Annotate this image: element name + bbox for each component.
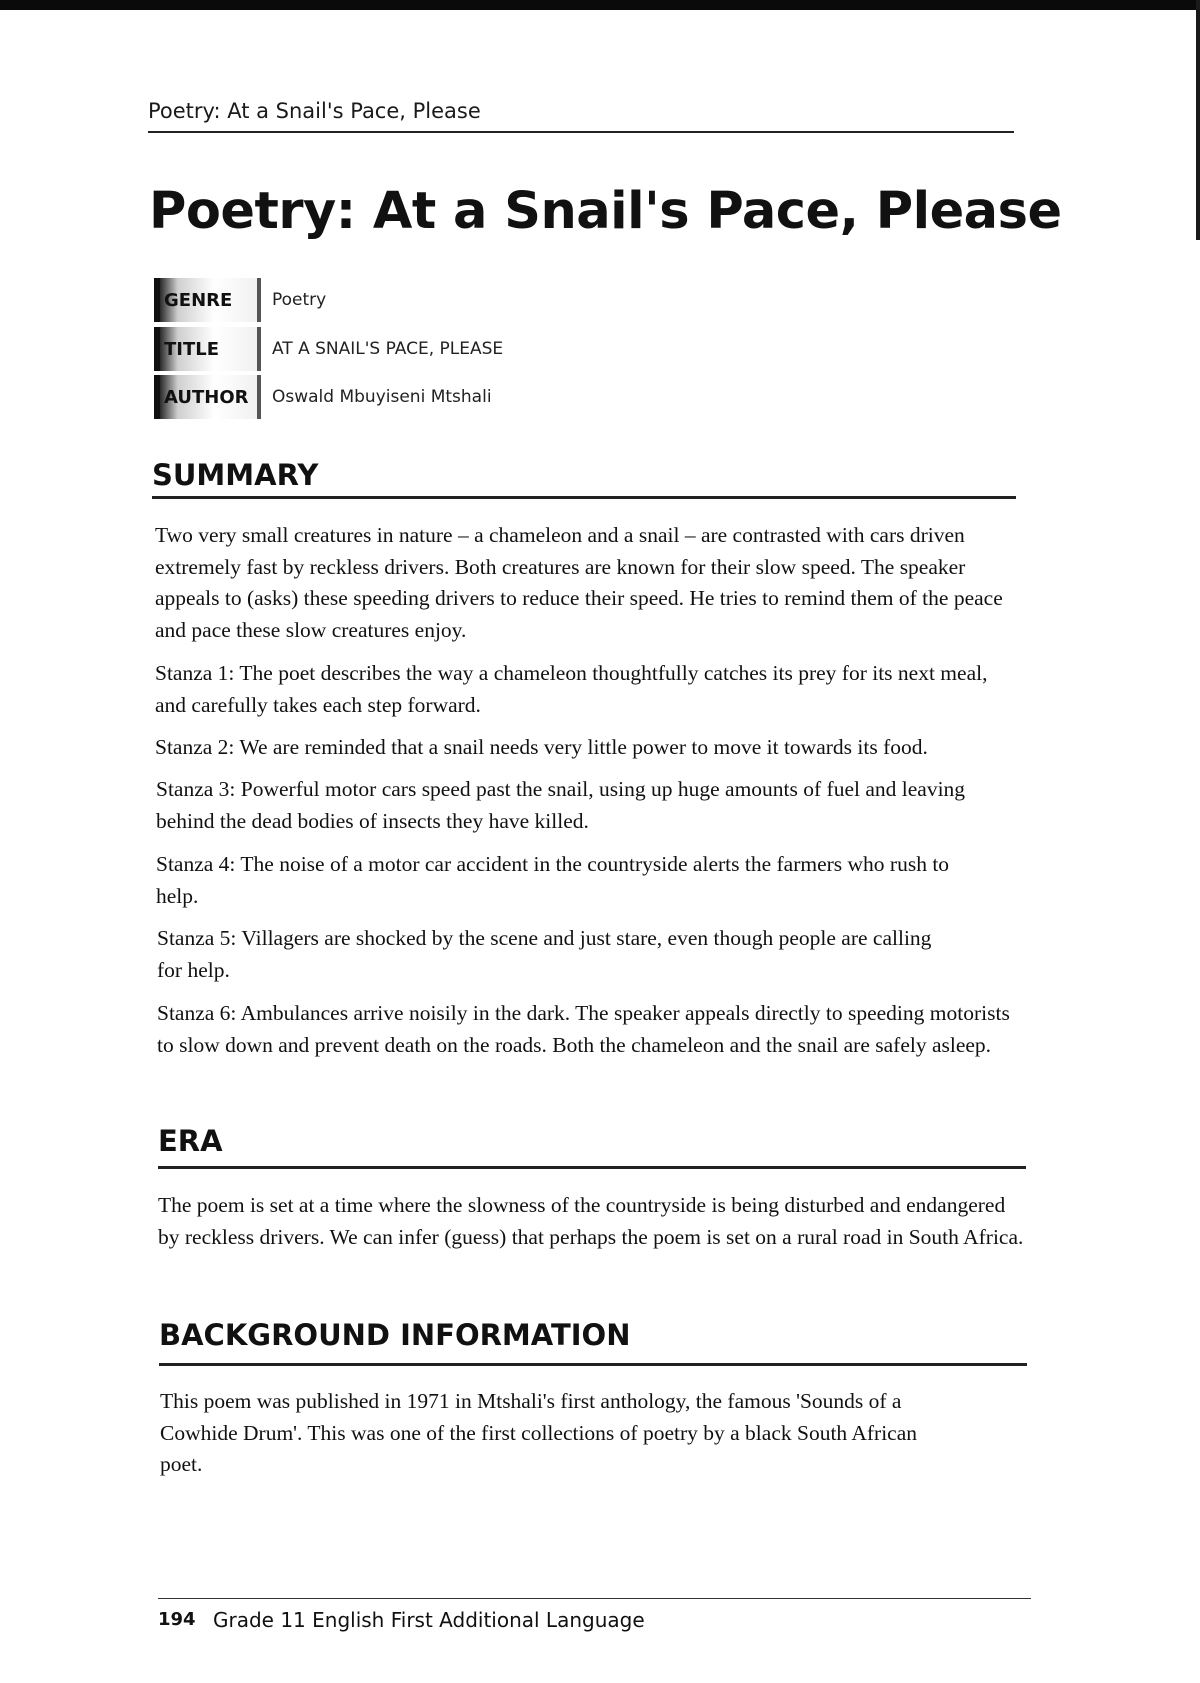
stanza-1: Stanza 1: The poet describes the way a chameleon thoughtfully catches its prey for its next meal, and carefully takes each step forward. bbox=[155, 661, 988, 717]
stanza-3: Stanza 3: Powerful motor cars speed past the snail, using up huge amounts of fuel and leaving behind the dead bodies of insects they have killed. bbox=[156, 777, 966, 833]
summary-heading: SUMMARY bbox=[152, 458, 319, 492]
summary-intro: Two very small creatures in nature – a chameleon and a snail – are contrasted with cars driven extremely fast by reckless drivers. Both creatures are known for their slow speed. The speaker appeals to (asks) these speeding drivers to reduce their speed. He tries to remind them of the peace and pace these slow creatures enjoy. bbox=[155, 523, 1003, 642]
author-value: Oswald Mbuyiseni Mtshali bbox=[272, 387, 492, 407]
page-number: 194 bbox=[158, 1609, 196, 1630]
background-rule bbox=[159, 1363, 1027, 1366]
footer-rule bbox=[158, 1598, 1031, 1599]
meta-genre-row bbox=[154, 278, 854, 322]
footer-text: Grade 11 English First Additional Language bbox=[213, 1608, 645, 1632]
stanza-4: Stanza 4: The noise of a motor car accident in the countryside alerts the farmers who rush to help. bbox=[156, 852, 950, 908]
era-heading: ERA bbox=[158, 1124, 223, 1158]
stanza-6: Stanza 6: Ambulances arrive noisily in the dark. The speaker appeals directly to speeding motorists to slow down and prevent death on the roads. Both the chameleon and the snail are safely asleep. bbox=[157, 1001, 1010, 1057]
era-rule bbox=[158, 1166, 1026, 1169]
genre-label: GENRE bbox=[154, 278, 259, 322]
header-rule bbox=[148, 131, 1014, 133]
background-heading: BACKGROUND INFORMATION bbox=[159, 1318, 631, 1352]
stanza-5: Stanza 5: Villagers are shocked by the scene and just stare, even though people are calling for help. bbox=[157, 926, 932, 982]
summary-rule bbox=[152, 496, 1016, 499]
title-value: AT A SNAIL'S PACE, PLEASE bbox=[272, 339, 504, 359]
author-label: AUTHOR bbox=[154, 375, 259, 419]
background-text: This poem was published in 1971 in Mtshali's first anthology, the famous 'Sounds of a Cowhide Drum'. This was one of the first collections of poetry by a black South African poet. bbox=[160, 1389, 918, 1476]
era-text: The poem is set at a time where the slowness of the countryside is being disturbed and endangered by reckless drivers. We can infer (guess) that perhaps the poem is set on a rural road in South Africa. bbox=[158, 1193, 1024, 1249]
meta-title-row bbox=[154, 327, 854, 371]
stanza-2: Stanza 2: We are reminded that a snail needs very little power to move it towards its food. bbox=[155, 735, 928, 759]
title-label: TITLE bbox=[154, 327, 259, 371]
running-header: Poetry: At a Snail's Pace, Please bbox=[148, 99, 481, 123]
page-title: Poetry: At a Snail's Pace, Please bbox=[149, 182, 1062, 241]
genre-value: Poetry bbox=[272, 290, 327, 310]
scan-edge-top bbox=[0, 0, 1200, 10]
meta-author-row bbox=[154, 375, 854, 419]
scan-edge-right bbox=[1196, 0, 1200, 240]
